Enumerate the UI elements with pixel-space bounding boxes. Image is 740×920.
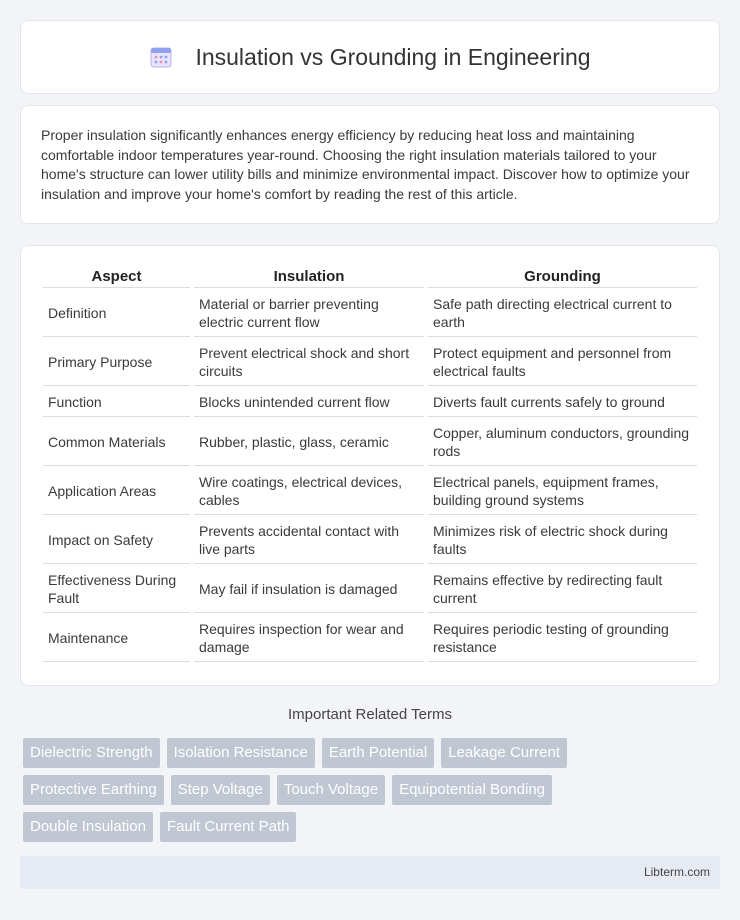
intro-card [20,105,720,224]
cell-aspect: Definition [43,288,190,337]
cell-insulation: Prevent electrical shock and short circuits [194,337,424,386]
footer-site-link[interactable]: Libterm.com [643,865,710,879]
cell-insulation: Material or barrier preventing electric current flow [194,288,424,337]
term-tag[interactable]: Equipotential Bonding [392,775,552,805]
cell-grounding: Electrical panels, equipment frames, building ground systems [428,466,697,515]
terms-row [23,812,723,842]
term-tag[interactable]: Protective Earthing [23,775,164,805]
table-row [43,386,697,417]
table-row [43,564,697,613]
cell-grounding: Minimizes risk of electric shock during faults [428,515,697,564]
related-terms-list [23,738,723,849]
header-card [20,20,720,94]
table-row [43,613,697,662]
term-tag[interactable]: Fault Current Path [160,812,297,842]
table-row [43,288,697,337]
header-insulation: Insulation [194,264,424,288]
footer [20,856,720,889]
term-tag[interactable]: Leakage Current [441,738,567,768]
term-tag[interactable]: Step Voltage [171,775,270,805]
cell-insulation: May fail if insulation is damaged [194,564,424,613]
cell-grounding: Requires periodic testing of grounding resistance [428,613,697,662]
page-title: Insulation vs Grounding in Engineering [195,43,591,70]
calendar-grid-icon [149,45,173,69]
cell-aspect: Effectiveness During Fault [43,564,190,613]
term-tag[interactable]: Dielectric Strength [23,738,160,768]
cell-insulation: Rubber, plastic, glass, ceramic [194,417,424,466]
cell-grounding: Copper, aluminum conductors, grounding rods [428,417,697,466]
header-grounding: Grounding [428,264,697,288]
cell-insulation: Prevents accidental contact with live parts [194,515,424,564]
table-header-row [43,264,697,288]
table-row [43,417,697,466]
terms-row [23,775,723,805]
header-aspect: Aspect [43,264,190,288]
cell-aspect: Maintenance [43,613,190,662]
intro-paragraph: Proper insulation significantly enhances energy efficiency by reducing heat loss and maintaining comfortable indoor temperatures year-round. Choosing the right insulation materials tailored to your home's structure can lower utility bills and minimize environmental impact. Discover how to optimize your insulation and improve your home's comfort by reading the rest of this article. [41,127,690,202]
cell-aspect: Primary Purpose [43,337,190,386]
cell-grounding: Safe path directing electrical current to earth [428,288,697,337]
term-tag[interactable]: Double Insulation [23,812,153,842]
cell-aspect: Application Areas [43,466,190,515]
term-tag[interactable]: Earth Potential [322,738,434,768]
terms-row [23,738,723,768]
cell-grounding: Diverts fault currents safely to ground [428,386,697,417]
cell-insulation: Requires inspection for wear and damage [194,613,424,662]
table-row [43,515,697,564]
comparison-table [39,264,701,662]
cell-aspect: Common Materials [43,417,190,466]
term-tag[interactable]: Touch Voltage [277,775,385,805]
table-row [43,337,697,386]
cell-aspect: Function [43,386,190,417]
cell-grounding: Remains effective by redirecting fault current [428,564,697,613]
table-row [43,466,697,515]
cell-insulation: Wire coatings, electrical devices, cables [194,466,424,515]
cell-aspect: Impact on Safety [43,515,190,564]
term-tag[interactable]: Isolation Resistance [167,738,315,768]
cell-insulation: Blocks unintended current flow [194,386,424,417]
cell-grounding: Protect equipment and personnel from electrical faults [428,337,697,386]
comparison-table-card [20,245,720,686]
related-terms-title: Important Related Terms [288,706,452,723]
